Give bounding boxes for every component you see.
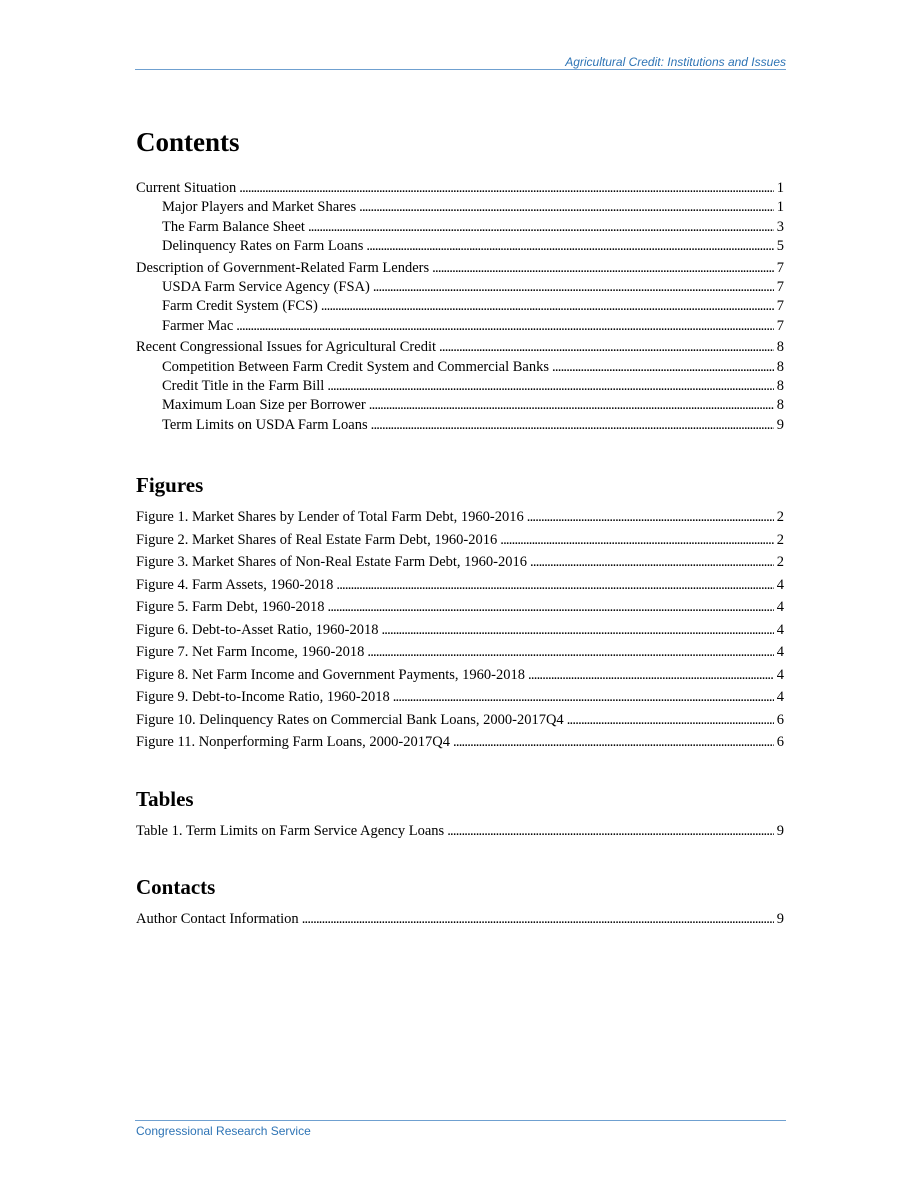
figure-entry-title: Figure 7. Net Farm Income, 1960-2018 [136,644,365,661]
figure-entry-title: Figure 11. Nonperforming Farm Loans, 2000-2017Q4 [136,734,450,751]
figure-entry-title: Figure 3. Market Shares of Non-Real Estate Farm Debt, 1960-2016 [136,554,528,571]
leader-dots [567,709,774,732]
contacts-list [136,908,784,931]
toc-entry-page: 8 [776,339,784,356]
figure-entry-page: 2 [776,554,784,571]
toc-entry-page: 8 [776,358,784,375]
leader-dots [327,596,773,619]
leader-dots [321,297,774,316]
figure-entry-title: Figure 6. Debt-to-Asset Ratio, 1960-2018 [136,621,379,638]
contents-list [136,179,784,435]
figure-entry[interactable] [136,596,784,619]
figures-heading: Figures [136,473,204,498]
toc-entry[interactable] [136,237,784,256]
toc-entry[interactable] [136,317,784,336]
tables-heading: Tables [136,786,194,811]
figures-list [136,506,784,754]
toc-entry-page: 8 [776,378,784,395]
section-gap [136,435,784,472]
figure-entry-page: 2 [776,509,784,526]
contact-entry-title: Author Contact Information [136,911,299,928]
leader-dots [528,664,774,687]
leader-dots [432,259,774,278]
toc-entry-title: Major Players and Market Shares [162,199,357,216]
figure-entry-page: 2 [776,531,784,548]
toc-entry-page: 1 [776,199,784,216]
tables-list [136,820,784,843]
figure-entry-page: 6 [776,711,784,728]
toc-entry[interactable] [136,218,784,237]
figure-entry-page: 4 [776,576,784,593]
running-header: Agricultural Credit: Institutions and Issues [565,55,786,69]
leader-dots [366,237,773,256]
toc-entry-title: Farm Credit System (FCS) [162,298,318,315]
leader-dots [453,731,774,754]
leader-dots [236,317,773,336]
toc-entry-page: 7 [776,279,784,296]
figure-entry-page: 4 [776,666,784,683]
leader-dots [381,619,773,642]
toc-entry[interactable] [136,358,784,377]
table-entry-title: Table 1. Term Limits on Farm Service Agency Loans [136,822,445,839]
toc-entry-page: 9 [776,416,784,433]
figure-entry-title: Figure 10. Delinquency Rates on Commercial Bank Loans, 2000-2017Q4 [136,711,564,728]
figure-entry[interactable] [136,709,784,732]
figure-entry-title: Figure 8. Net Farm Income and Government Payments, 1960-2018 [136,666,526,683]
toc-entry[interactable] [136,416,784,435]
toc-entry-title: Term Limits on USDA Farm Loans [162,416,368,433]
toc-entry[interactable] [136,396,784,415]
leader-dots [359,198,774,217]
figure-entry[interactable] [136,686,784,709]
leader-dots [369,396,774,415]
figure-entry[interactable] [136,551,784,574]
figure-entry-page: 6 [776,734,784,751]
toc-entry-title: Credit Title in the Farm Bill [162,378,325,395]
leader-dots [302,908,774,931]
figure-entry-page: 4 [776,689,784,706]
figure-entry-page: 4 [776,621,784,638]
toc-entry-page: 7 [776,259,784,276]
leader-dots [447,820,774,843]
figure-entry[interactable] [136,619,784,642]
contents-heading: Contents [136,127,240,157]
leader-dots [393,686,774,709]
toc-entry-page: 8 [776,397,784,414]
leader-dots [439,338,774,357]
leader-dots [500,529,774,552]
toc-entry-title: Current Situation [136,180,237,196]
figure-entry[interactable] [136,664,784,687]
contact-entry[interactable] [136,908,784,931]
toc-entry[interactable] [136,377,784,396]
contacts-heading: Contacts [136,875,216,900]
figure-entry[interactable] [136,641,784,664]
section-gap [136,842,784,874]
toc-entry-title: The Farm Balance Sheet [162,218,305,235]
leader-dots [336,574,773,597]
table-entry[interactable] [136,820,784,843]
toc-entry[interactable] [136,297,784,316]
toc-entry-title: Farmer Mac [162,317,234,334]
toc-entry-page: 7 [776,317,784,334]
leader-dots [239,179,773,198]
figure-entry[interactable] [136,529,784,552]
toc-entry-page: 7 [776,298,784,315]
leader-dots [308,218,774,237]
figure-entry-title: Figure 5. Farm Debt, 1960-2018 [136,599,325,616]
toc-entry-title: Recent Congressional Issues for Agricultural Credit [136,339,437,356]
figure-entry-title: Figure 2. Market Shares of Real Estate Farm Debt, 1960-2016 [136,531,498,548]
leader-dots [527,506,774,529]
toc-entry-page: 3 [776,218,784,235]
figure-entry[interactable] [136,574,784,597]
figure-entry[interactable] [136,506,784,529]
toc-entry-title: Competition Between Farm Credit System and Commercial Banks [162,358,550,375]
toc-entry-page: 1 [776,180,784,196]
toc-entry-title: USDA Farm Service Agency (FSA) [162,279,370,296]
toc-entry[interactable] [136,179,784,198]
footer-org: Congressional Research Service [136,1124,311,1138]
figure-entry[interactable] [136,731,784,754]
figure-entry-title: Figure 9. Debt-to-Income Ratio, 1960-2018 [136,689,390,706]
table-entry-page: 9 [776,822,784,839]
toc-content [136,125,784,931]
leader-dots [367,641,773,664]
toc-entry-title: Delinquency Rates on Farm Loans [162,238,364,255]
toc-entry[interactable] [136,338,784,357]
footer-rule [135,1120,786,1121]
leader-dots [371,416,774,435]
header-rule [135,69,786,70]
leader-dots [327,377,773,396]
toc-entry-page: 5 [776,238,784,255]
figure-entry-page: 4 [776,599,784,616]
figure-entry-title: Figure 4. Farm Assets, 1960-2018 [136,576,334,593]
contact-entry-page: 9 [776,911,784,928]
figure-entry-page: 4 [776,644,784,661]
toc-entry[interactable] [136,278,784,297]
toc-entry[interactable] [136,198,784,217]
toc-entry-title: Maximum Loan Size per Borrower [162,397,366,414]
toc-entry[interactable] [136,259,784,278]
figure-entry-title: Figure 1. Market Shares by Lender of Total Farm Debt, 1960-2016 [136,509,524,526]
section-gap [136,754,784,786]
toc-entry-title: Description of Government-Related Farm Lenders [136,259,430,276]
leader-dots [373,278,774,297]
leader-dots [530,551,774,574]
leader-dots [552,358,774,377]
